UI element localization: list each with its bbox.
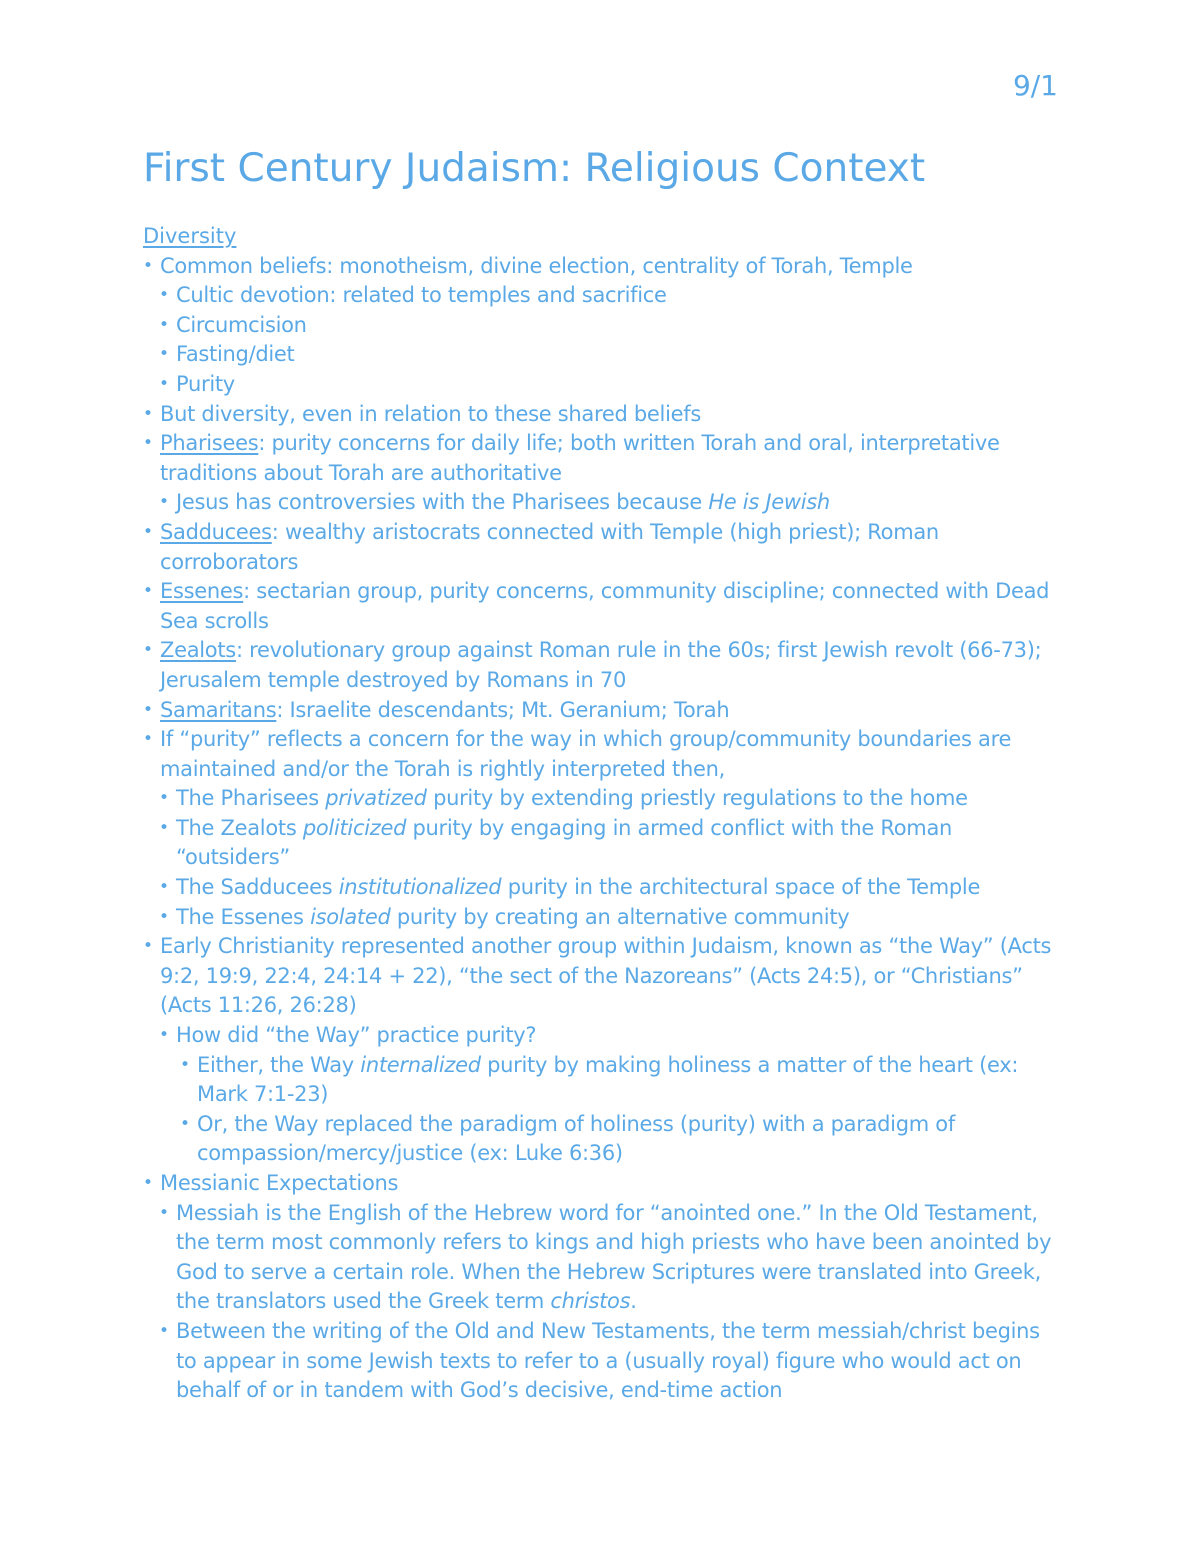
list-item bbox=[143, 577, 1058, 636]
bullet-icon: • bbox=[180, 1054, 190, 1075]
item-text: The Zealots bbox=[176, 815, 303, 840]
item-text: Fasting/diet bbox=[176, 342, 295, 367]
item-text: Purity bbox=[176, 371, 235, 396]
bullet-icon: • bbox=[180, 1113, 190, 1134]
italic-term: He is Jewish bbox=[708, 490, 830, 515]
underlined-term: Samaritans bbox=[160, 697, 277, 722]
list-item bbox=[143, 1317, 1058, 1406]
bullet-icon: • bbox=[159, 1202, 169, 1223]
item-text: : wealthy aristocrats connected with Temple (high priest); Roman corroborators bbox=[160, 519, 939, 574]
item-text: Jesus has controversies with the Pharisees because bbox=[176, 490, 709, 515]
list-item bbox=[143, 252, 1058, 282]
bullet-icon: • bbox=[143, 581, 153, 602]
bullet-icon: • bbox=[159, 285, 169, 306]
item-text: Between the writing of the Old and New Testaments, the term messiah/christ begins to appear in some Jewish texts to refer to a (usually royal) figure who would act on behalf of or in tandem with God’s decisive, end-time action bbox=[176, 1318, 1040, 1403]
page-title: First Century Judaism: Religious Context bbox=[143, 146, 926, 191]
item-text: : revolutionary group against Roman rule in the 60s; first Jewish revolt (66-73); Jerusalem temple destroyed by Romans in 70 bbox=[160, 638, 1042, 692]
item-text: If “purity” reflects a concern for the way in which group/community boundaries are maintained and/or the Torah is rightly interpreted then, bbox=[160, 727, 1012, 781]
list-item bbox=[143, 1051, 1058, 1110]
list-item bbox=[143, 1110, 1058, 1169]
bullet-icon: • bbox=[159, 492, 169, 513]
item-text: The Pharisees bbox=[176, 786, 326, 811]
bullet-icon: • bbox=[159, 373, 169, 394]
list-item bbox=[143, 873, 1058, 903]
bullet-icon: • bbox=[143, 521, 153, 542]
list-item bbox=[143, 488, 1058, 518]
list-item bbox=[143, 340, 1058, 370]
list-item bbox=[143, 518, 1058, 577]
list-item bbox=[143, 1169, 1058, 1199]
bullet-icon: • bbox=[159, 344, 169, 365]
notes-body bbox=[143, 222, 1058, 1406]
item-text: Circumcision bbox=[176, 312, 307, 337]
bullet-icon: • bbox=[143, 729, 153, 750]
list-item bbox=[143, 429, 1058, 488]
section-heading: Diversity bbox=[143, 224, 237, 248]
bullet-icon: • bbox=[159, 906, 169, 927]
item-text: Messianic Expectations bbox=[160, 1171, 399, 1195]
item-text: . bbox=[630, 1289, 637, 1314]
page-date: 9/1 bbox=[1012, 69, 1058, 102]
item-text: : purity concerns for daily life; both written Torah and oral, interpretative traditions about Torah are authoritative bbox=[160, 431, 1000, 485]
item-text: Or, the Way replaced the paradigm of holiness (purity) with a paradigm of compassion/mercy/justice (ex: Luke 6:36) bbox=[197, 1111, 955, 1166]
underlined-term: Sadducees bbox=[160, 519, 272, 544]
item-text: : Israelite descendants; Mt. Geranium; Torah bbox=[276, 697, 730, 722]
item-text: purity by making holiness a matter of the heart (ex: Mark 7:1-23) bbox=[197, 1052, 1019, 1107]
bullet-icon: • bbox=[143, 1173, 153, 1193]
item-text: But diversity, even in relation to these shared beliefs bbox=[160, 401, 701, 426]
list-item bbox=[143, 903, 1058, 933]
list-item bbox=[143, 932, 1058, 1021]
item-text: purity in the architectural space of the Temple bbox=[501, 875, 981, 900]
item-text: How did “the Way” practice purity? bbox=[176, 1023, 537, 1048]
item-text: : sectarian group, purity concerns, community discipline; connected with Dead Sea scrolls bbox=[160, 579, 1050, 633]
item-text: Early Christianity represented another group within Judaism, known as “the Way” (Acts 9:2, 19:9, 22:4, 24:14 + 22), “the sect of the Nazoreans” (Acts 24:5), or “Christians” (Acts 11:26, 26:28) bbox=[160, 934, 1052, 1018]
list-item bbox=[143, 1021, 1058, 1051]
bullet-icon: • bbox=[143, 936, 153, 957]
italic-term: politicized bbox=[302, 815, 407, 840]
item-text: Common beliefs: monotheism, divine election, centrality of Torah, Temple bbox=[160, 253, 913, 278]
item-text: Messiah is the English of the Hebrew word for “anointed one.” In the Old Testament, the term most commonly refers to kings and high priests who have been anointed by God to serve a certain role. When the Hebrew Scriptures were translated into Greek, the translators used the Greek term bbox=[176, 1200, 1052, 1314]
item-text: The Sadducees bbox=[176, 875, 339, 900]
bullet-icon: • bbox=[159, 314, 169, 335]
italic-term: privatized bbox=[325, 786, 427, 811]
bullet-icon: • bbox=[143, 640, 153, 661]
bullet-icon: • bbox=[159, 877, 169, 898]
item-text: purity by extending priestly regulations to the home bbox=[426, 786, 968, 811]
item-text: Cultic devotion: related to temples and sacrifice bbox=[176, 283, 667, 308]
list-item bbox=[143, 696, 1058, 726]
bullet-icon: • bbox=[159, 1320, 169, 1341]
list-item bbox=[143, 814, 1058, 873]
bullet-icon: • bbox=[159, 1025, 169, 1046]
list-item bbox=[143, 636, 1058, 695]
bullet-icon: • bbox=[159, 817, 169, 838]
italic-term: institutionalized bbox=[338, 875, 502, 900]
list-item bbox=[143, 725, 1058, 784]
bullet-icon: • bbox=[143, 403, 153, 424]
bullet-icon: • bbox=[143, 699, 153, 720]
underlined-term: Zealots bbox=[160, 638, 236, 663]
bullet-icon: • bbox=[143, 255, 153, 276]
italic-term: isolated bbox=[310, 904, 391, 929]
underlined-term: Pharisees bbox=[160, 431, 259, 456]
item-text: purity by creating an alternative community bbox=[390, 904, 850, 929]
list-item bbox=[143, 370, 1058, 400]
list-item bbox=[143, 281, 1058, 311]
list-item bbox=[143, 1199, 1058, 1317]
item-text: The Essenes bbox=[176, 904, 311, 929]
underlined-term: Essenes bbox=[160, 579, 244, 604]
bullet-list bbox=[143, 252, 1058, 1406]
list-item bbox=[143, 311, 1058, 341]
italic-term: christos bbox=[550, 1289, 631, 1314]
item-text: purity by engaging in armed conflict with the Roman “outsiders” bbox=[176, 815, 953, 870]
list-item bbox=[143, 784, 1058, 814]
bullet-icon: • bbox=[159, 788, 169, 809]
list-item bbox=[143, 400, 1058, 430]
bullet-icon: • bbox=[143, 433, 153, 454]
item-text: Either, the Way bbox=[197, 1052, 361, 1077]
italic-term: internalized bbox=[360, 1052, 481, 1077]
